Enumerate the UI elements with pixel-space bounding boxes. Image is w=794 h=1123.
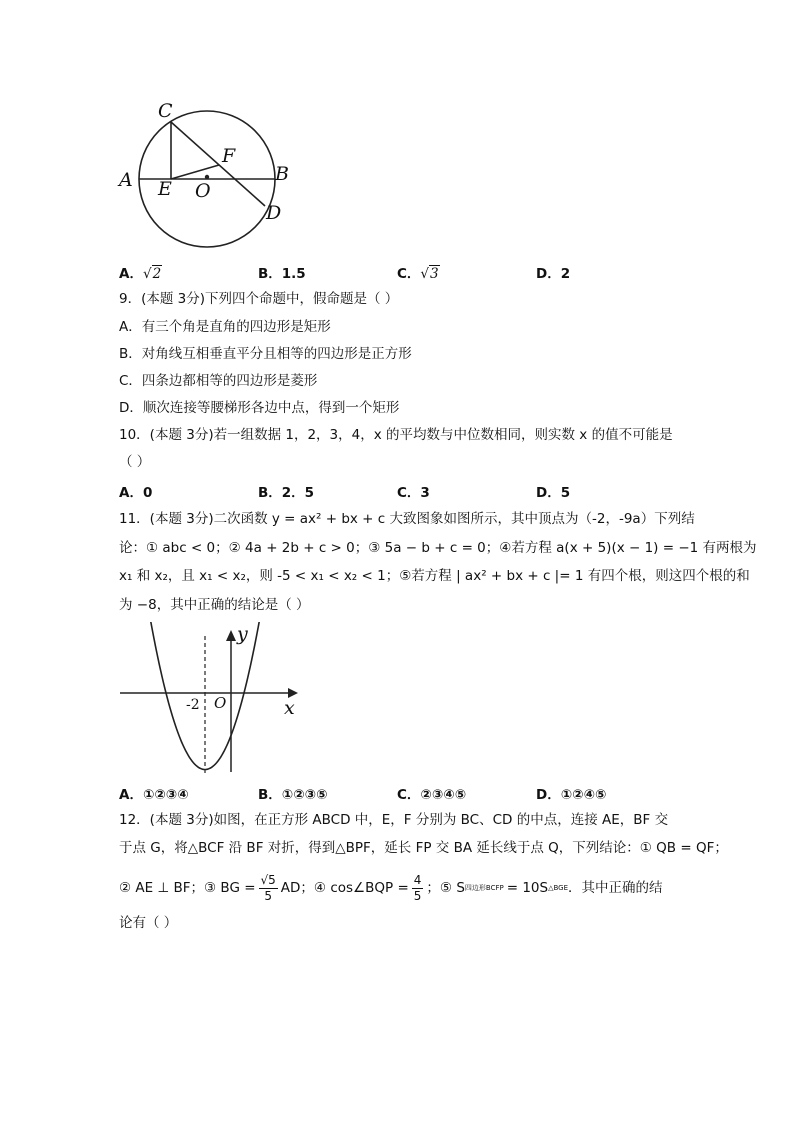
- q11-option-d[interactable]: D．①②④⑤: [536, 787, 607, 803]
- q8-option-a[interactable]: A．√2: [119, 266, 162, 282]
- parabola-graph: [112, 622, 312, 774]
- sqrt-icon: √: [420, 266, 430, 282]
- q12-line-1: 12．(本题 3分)如图，在正方形 ABCD 中，E，F 分别为 BC、CD 的中点，连接 AE，BF 交: [119, 812, 669, 828]
- q11-option-c[interactable]: C．②③④⑤: [397, 787, 467, 803]
- q8-option-d[interactable]: D．2: [536, 266, 571, 282]
- fraction-sqrt5-over-5: $\frac{√5}{5}$: [260, 872, 276, 903]
- q11-line-1: 11．(本题 3分)二次函数 y = ax² + bx + c 大致图象如图所示，其中顶点为（-2，-9a）下列结: [119, 511, 695, 527]
- q10-stem-bracket: （ ）: [119, 454, 151, 470]
- q12-line-3: ② AE ⊥ BF；③ BG = $\frac{√5}{5}$ AD；④ cos∠BQP = $\frac{4}{5}$ ；⑤ S 四边形BCFP = 10S △BGE ．其中正确的结: [119, 872, 663, 903]
- segment-ef: [171, 165, 219, 179]
- label-o: O: [195, 180, 211, 202]
- label-e: E: [158, 178, 172, 200]
- chord-cd: [171, 122, 265, 206]
- q12-line-2: 于点 G，将△BCF 沿 BF 对折，得到△BPF，延长 FP 交 BA 延长线于点 Q，下列结论：① QB = QF；: [119, 840, 728, 856]
- q10-stem: 10．(本题 3分)若一组数据 1，2，3，4，x 的平均数与中位数相同，则实数 x 的值不可能是: [119, 427, 673, 443]
- sqrt-icon: √: [142, 266, 152, 282]
- y-axis-arrow-icon: [226, 630, 236, 641]
- label-b: B: [275, 163, 289, 185]
- q10-option-c[interactable]: C．3: [397, 485, 430, 501]
- graph-label-y: y: [237, 623, 248, 645]
- q9-option-c[interactable]: C．四条边都相等的四边形是菱形: [119, 373, 318, 389]
- q10-option-b[interactable]: B．2．5: [258, 485, 315, 501]
- q12-line-4: 论有（ ）: [119, 915, 178, 931]
- q8-option-c[interactable]: C．√3: [397, 266, 439, 282]
- graph-label-neg2: -2: [186, 697, 200, 713]
- graph-label-x: x: [284, 697, 295, 719]
- label-a: A: [119, 169, 133, 191]
- q10-option-d[interactable]: D．5: [536, 485, 571, 501]
- label-d: D: [266, 202, 282, 224]
- label-c: C: [158, 100, 173, 122]
- q11-line-3: x₁ 和 x₂，且 x₁ < x₂，则 -5 < x₁ < x₂ < 1；⑤若方程 | ax² + bx + c |= 1 有四个根，则这四个根的和: [119, 568, 750, 584]
- q9-option-d[interactable]: D．顺次连接等腰梯形各边中点，得到一个矩形: [119, 400, 400, 416]
- center-point: [205, 175, 209, 179]
- q10-option-a[interactable]: A．0: [119, 485, 153, 501]
- q11-option-a[interactable]: A．①②③④: [119, 787, 189, 803]
- q11-line-2: 论：① abc < 0；② 4a + 2b + c > 0；③ 5a − b + c = 0；④若方程 a(x + 5)(x − 1) = −1 有两根为: [119, 540, 757, 556]
- label-f: F: [222, 145, 236, 167]
- q9-option-a[interactable]: A．有三个角是直角的四边形是矩形: [119, 319, 331, 335]
- fraction-4-over-5: $\frac{4}{5}$: [413, 872, 422, 903]
- q11-line-4: 为 −8，其中正确的结论是（ ）: [119, 597, 310, 613]
- q9-option-b[interactable]: B．对角线互相垂直平分且相等的四边形是正方形: [119, 346, 412, 362]
- q8-option-b[interactable]: B．1.5: [258, 266, 306, 282]
- q11-option-b[interactable]: B．①②③⑤: [258, 787, 328, 803]
- graph-label-origin: O: [214, 694, 227, 712]
- q9-stem: 9．(本题 3分)下列四个命题中，假命题是（ ）: [119, 291, 399, 307]
